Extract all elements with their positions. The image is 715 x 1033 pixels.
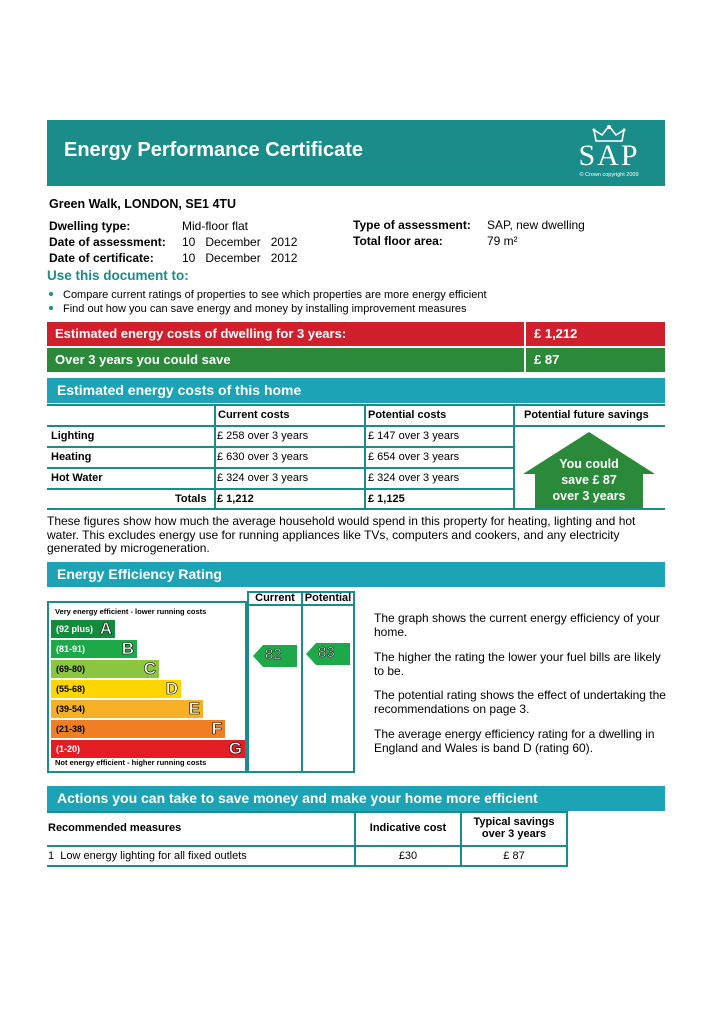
rating-band-a (51, 620, 115, 638)
rating-explanation: The higher the rating the lower your fuel bills are likely to be. (374, 650, 661, 678)
savings-label: Over 3 years you could save (47, 348, 526, 372)
potential-rating-arrow (306, 643, 350, 670)
row-potential: £ 654 over 3 years (368, 451, 460, 463)
dwelling-type-label: Dwelling type: (49, 219, 131, 233)
rating-band-range: (21-38) (56, 724, 86, 734)
col-indicative-cost: Indicative cost (369, 822, 447, 834)
rating-section-heading: Energy Efficiency Rating (47, 562, 665, 587)
actions-section-heading: Actions you can take to save money and make your home more efficient (47, 786, 665, 811)
row-current: £ 324 over 3 years (217, 472, 309, 484)
sap-logo (567, 124, 651, 182)
savings-arrow-text: You could save £ 87 over 3 years (552, 457, 626, 503)
crown-copyright: © Crown copyright 2009 (579, 172, 639, 178)
rating-explanation: The potential rating shows the effect of undertaking the recommendations on page 3. (374, 688, 666, 716)
use-bullet: Compare current ratings of properties to see which properties are more energy efficient (49, 289, 487, 301)
rating-band-letter: B (121, 639, 134, 658)
rating-band-g (51, 740, 245, 758)
rating-explanation: The average energy efficiency rating for a dwelling in England and Wales is band D (rating 60). (374, 727, 655, 755)
measure-savings: £ 87 (503, 850, 525, 862)
measure-cost: £30 (398, 850, 418, 862)
rating-band-range: (1-20) (56, 744, 81, 754)
col-potential-savings: Potential future savings (524, 409, 649, 421)
sap-logo-text: SAP (578, 139, 640, 172)
row-current: £ 630 over 3 years (217, 451, 309, 463)
assessment-type-value: SAP, new dwelling (487, 218, 585, 232)
costs-table (47, 404, 665, 510)
estimated-cost-label: Estimated energy costs of dwelling for 3 years: (47, 322, 526, 346)
rating-band-letter: A (99, 619, 112, 638)
row-label: Lighting (51, 430, 95, 442)
certificate-header (47, 120, 665, 186)
rating-chart (47, 601, 247, 773)
rating-bottom-note: Not energy efficient - higher running costs (55, 758, 207, 767)
rating-band-range: (92 plus) (56, 624, 94, 634)
costs-section-heading: Estimated energy costs of this home (47, 378, 665, 403)
savings-value: £ 87 (534, 352, 560, 367)
current-rating-value: 82 (265, 646, 282, 663)
certificate-date-value: 10 December 2012 (182, 251, 298, 265)
actions-table (47, 811, 568, 867)
savings-bar (47, 348, 665, 372)
rating-band-range: (69-80) (56, 664, 86, 674)
totals-potential: £ 1,125 (368, 493, 405, 505)
rating-band-letter: E (188, 699, 200, 718)
rating-explanation: The graph shows the current energy efficiency of your home. (374, 611, 660, 639)
rating-band-range: (39-54) (56, 704, 86, 714)
totals-current: £ 1,212 (217, 493, 254, 505)
rating-band-letter: G (228, 739, 242, 758)
current-rating-column (247, 591, 303, 773)
row-label: Hot Water (51, 472, 103, 484)
rating-band-range: (81-91) (56, 644, 86, 654)
rating-band-e (51, 700, 203, 718)
certificate-date-label: Date of certificate: (49, 251, 154, 265)
assessment-date-value: 10 December 2012 (182, 235, 298, 249)
use-bullet: Find out how you can save energy and money by installing improvement measures (49, 303, 467, 315)
floor-area-value: 79 m² (487, 234, 518, 248)
rating-band-f (51, 720, 225, 738)
dwelling-type-value: Mid-floor flat (182, 219, 249, 233)
col-potential-rating: Potential (304, 592, 352, 604)
rating-band-range: (55-68) (56, 684, 86, 694)
rating-band-letter: D (165, 679, 178, 698)
rating-top-note: Very energy efficient - lower running costs (55, 607, 207, 616)
floor-area-label: Total floor area: (353, 234, 443, 248)
totals-label: Totals (175, 493, 207, 505)
use-document-heading: Use this document to: (47, 268, 189, 283)
rating-band-letter: C (143, 659, 156, 678)
rating-band-letter: F (211, 719, 222, 738)
measure-row: 1 Low energy lighting for all fixed outlets (48, 850, 247, 862)
rating-band-b (51, 640, 137, 658)
row-current: £ 258 over 3 years (217, 430, 309, 442)
col-current-rating: Current (255, 592, 295, 604)
col-current-costs: Current costs (218, 409, 290, 421)
row-potential: £ 324 over 3 years (368, 472, 460, 484)
potential-rating-column (301, 591, 355, 773)
rating-band-c (51, 660, 159, 678)
estimated-cost-value: £ 1,212 (534, 326, 578, 341)
col-potential-costs: Potential costs (368, 409, 447, 421)
estimated-cost-bar (47, 322, 665, 346)
row-label: Heating (51, 451, 92, 463)
col-typical-savings: Typical savings over 3 years (473, 816, 555, 840)
potential-rating-value: 83 (318, 644, 335, 661)
col-recommended-measures: Recommended measures (48, 822, 182, 834)
row-potential: £ 147 over 3 years (368, 430, 460, 442)
property-address: Green Walk, LONDON, SE1 4TU (49, 197, 237, 211)
assessment-type-label: Type of assessment: (353, 218, 471, 232)
costs-note: These figures show how much the average household would spend in this property for heating, lighting and hot water. This excludes energy use for running appliances like TVs, computers and cookers, and any electricity generated by microgeneration. (47, 514, 636, 555)
rating-band-d (51, 680, 181, 698)
assessment-date-label: Date of assessment: (49, 235, 166, 249)
page-title: Energy Performance Certificate (64, 139, 364, 161)
current-rating-arrow (253, 645, 297, 672)
